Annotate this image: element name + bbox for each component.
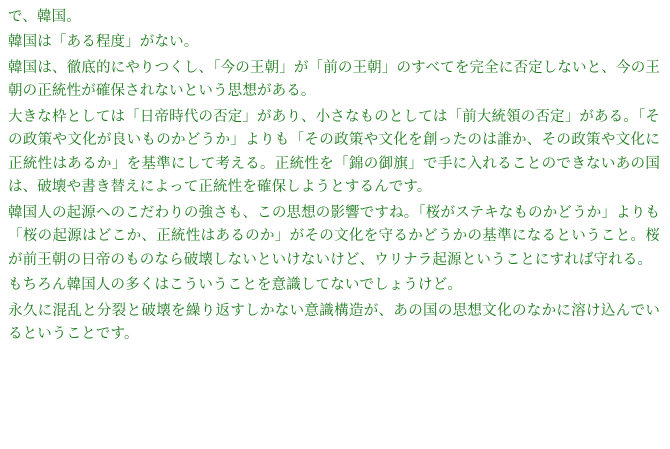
paragraph: 大きな枠としては「日帝時代の否定」があり、小さなものとしては「前大統領の否定」がある。「その政策や文化が良いものかどうか」よりも「その政策や文化を創ったのは誰か、その政策や文化に正統性はあるか」を基準にして考える。正統性を「錦の御旗」で手に入れることのできないあの国は、破壊や書き替えによって正統性を確保しようとするんです。 [8, 108, 660, 196]
paragraph: 永久に混乱と分裂と破壊を繰り返すしかない意識構造が、あの国の思想文化のなかに溶け込んでいるということです。 [8, 302, 660, 343]
paragraph: 韓国は「ある程度」がない。 [8, 34, 199, 51]
paragraph: で、韓国。 [8, 9, 81, 25]
paragraph: 韓国は、徹底的にやりつくし、「今の王朝」が「前の王朝」のすべてを完全に否定しないと、今の王朝の正統性が確保されないという思想がある。 [8, 59, 660, 100]
paragraph: 韓国人の起源へのこだわりの強さも、この思想の影響ですね。「桜がステキなものかどうか」よりも「桜の起源はどこか、正統性はあるのか」がその文化を守るかどうかの基準になるということ。桜が前王朝の日帝のものなら破壊しないといけないけど、ウリナラ起源ということにすれば守れる。 [8, 204, 660, 268]
paragraph: もちろん韓国人の多くはこういうことを意識してないでしょうけど。 [8, 277, 462, 294]
